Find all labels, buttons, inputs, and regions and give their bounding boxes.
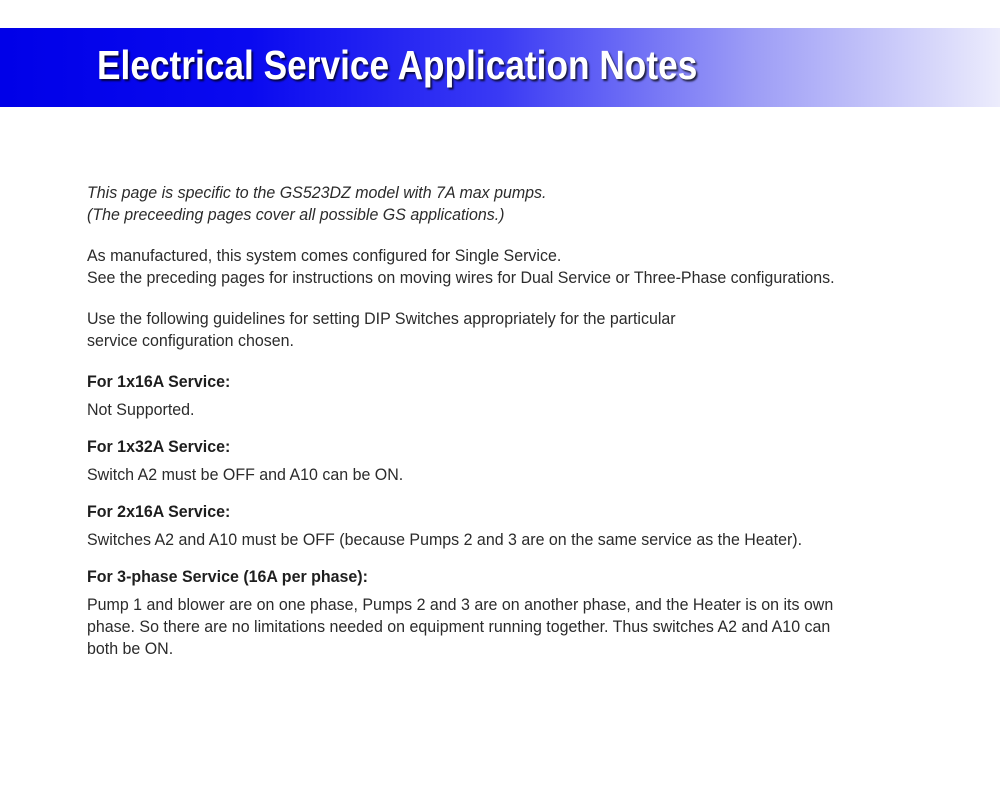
document-body bbox=[87, 182, 877, 675]
section-line: Pump 1 and blower are on one phase, Pumps 2 and 3 are on another phase, and the Heater is on its own bbox=[87, 595, 834, 614]
section-body bbox=[87, 529, 877, 551]
section-2x16a bbox=[87, 501, 877, 551]
section-3-phase bbox=[87, 566, 877, 660]
section-heading: For 3-phase Service (16A per phase): bbox=[87, 567, 368, 586]
section-heading: For 1x32A Service: bbox=[87, 437, 231, 456]
intro-note bbox=[87, 182, 877, 226]
section-line: both be ON. bbox=[87, 639, 174, 658]
section-1x32a bbox=[87, 436, 877, 486]
intro-line: (The preceeding pages cover all possible GS applications.) bbox=[87, 205, 505, 224]
section-line: phase. So there are no limitations needed on equipment running together. Thus switches A2 and A10 can bbox=[87, 617, 831, 636]
section-line: Switches A2 and A10 must be OFF (because Pumps 2 and 3 are on the same service as the Heater). bbox=[87, 530, 803, 549]
paragraph-guidelines bbox=[87, 308, 877, 352]
paragraph-line: service configuration chosen. bbox=[87, 331, 294, 350]
paragraph-configuration bbox=[87, 245, 877, 289]
page-title: Electrical Service Application Notes bbox=[97, 42, 698, 88]
paragraph-line: As manufactured, this system comes configured for Single Service. bbox=[87, 246, 562, 265]
paragraph-line: Use the following guidelines for setting DIP Switches appropriately for the particular bbox=[87, 309, 676, 328]
section-line: Not Supported. bbox=[87, 400, 195, 419]
section-body bbox=[87, 594, 877, 660]
section-line: Switch A2 must be OFF and A10 can be ON. bbox=[87, 465, 404, 484]
section-heading: For 2x16A Service: bbox=[87, 502, 231, 521]
intro-line: This page is specific to the GS523DZ model with 7A max pumps. bbox=[87, 183, 547, 202]
section-body bbox=[87, 399, 877, 421]
section-body bbox=[87, 464, 877, 486]
section-heading: For 1x16A Service: bbox=[87, 372, 231, 391]
section-1x16a bbox=[87, 371, 877, 421]
paragraph-line: See the preceding pages for instructions on moving wires for Dual Service or Three-Phase configurations. bbox=[87, 268, 835, 287]
